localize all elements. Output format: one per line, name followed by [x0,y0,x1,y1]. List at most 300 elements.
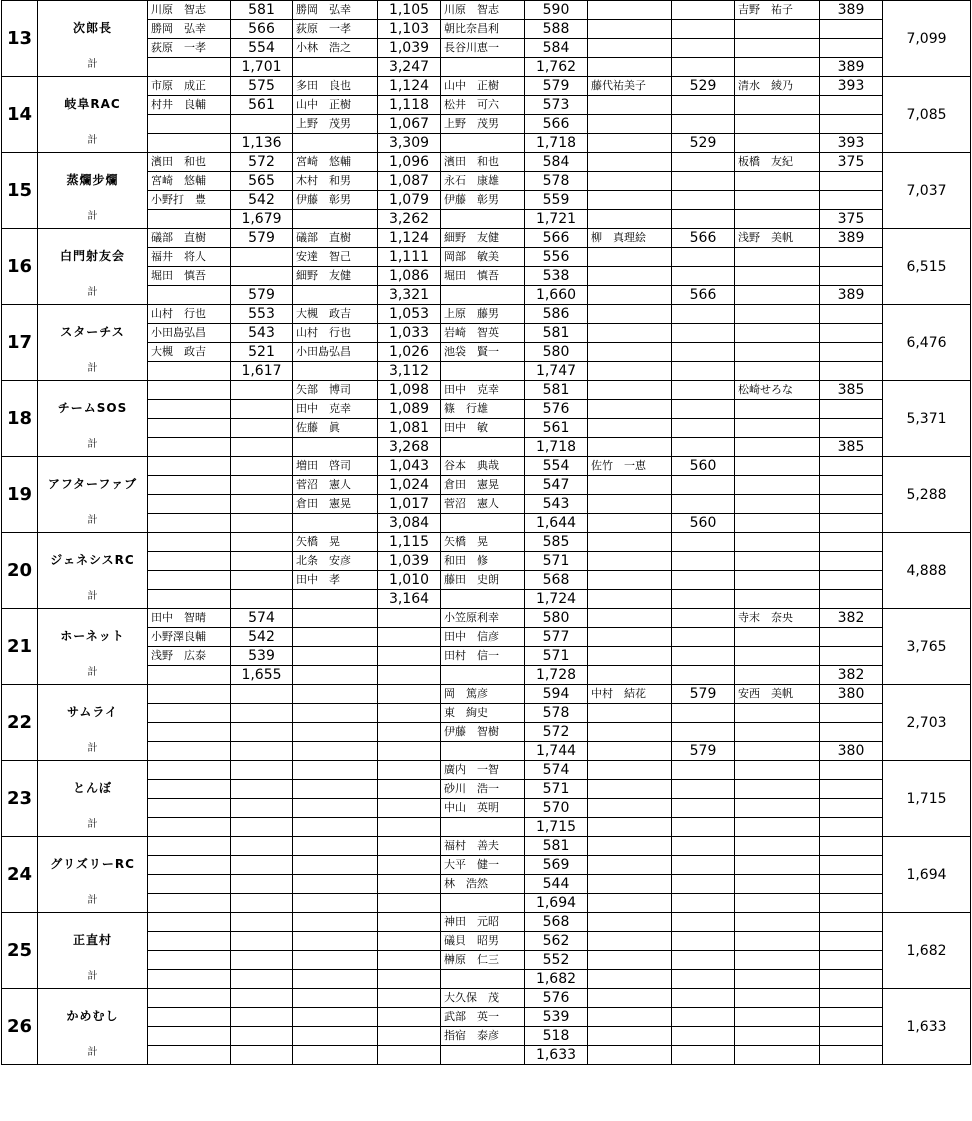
score: 566 [525,229,588,248]
team-total: 1,682 [883,913,971,989]
team-total: 7,099 [883,1,971,77]
team-rank: 15 [2,153,38,229]
archer-name: 藤田 史朗 [441,571,525,590]
subtotal-label: 計 [87,287,98,298]
score [672,761,735,780]
score: 554 [525,457,588,476]
archer-name: 篠 行雄 [441,400,525,419]
subtotal-score [672,1046,735,1065]
subtotal-score: 1,682 [525,970,588,989]
archer-name [735,343,820,362]
archer-name [588,419,672,438]
subtotal-score: 1,655 [231,666,293,685]
archer-name [148,1046,231,1065]
score [378,723,441,742]
archer-name [588,647,672,666]
score [231,248,293,267]
archer-name: 佐藤 眞 [293,419,378,438]
score [231,495,293,514]
score [378,875,441,894]
score: 1,118 [378,96,441,115]
archer-name [293,210,378,229]
archer-name: 濱田 和也 [148,153,231,172]
team-member-row [2,837,971,856]
team-member-row [2,913,971,932]
subtotal-score: 3,309 [378,134,441,153]
team-name: 正直村 [72,933,112,947]
archer-name [588,856,672,875]
archer-name [148,210,231,229]
score [378,628,441,647]
score [231,552,293,571]
archer-name [588,476,672,495]
archer-name [293,913,378,932]
score [820,571,883,590]
team-member-row [2,761,971,780]
score [231,1027,293,1046]
score: 544 [525,875,588,894]
archer-name [588,514,672,533]
archer-name [735,419,820,438]
archer-name [148,894,231,913]
archer-name: 小笠原利幸 [441,609,525,628]
archer-name: 大槻 政吉 [293,305,378,324]
archer-name [148,742,231,761]
archer-name: 小田島弘昌 [148,324,231,343]
archer-name [293,932,378,951]
archer-name [735,875,820,894]
score [378,799,441,818]
score [820,324,883,343]
archer-name [148,723,231,742]
archer-name [735,723,820,742]
archer-name [735,552,820,571]
archer-name [735,20,820,39]
archer-name [588,191,672,210]
subtotal-label: 計 [87,591,98,602]
archer-name [735,1046,820,1065]
score: 375 [820,153,883,172]
archer-name [148,590,231,609]
team-cell [38,989,148,1065]
score: 1,067 [378,115,441,134]
archer-name [588,210,672,229]
score: 1,089 [378,400,441,419]
archer-name [735,894,820,913]
team-total: 5,371 [883,381,971,457]
team-name: グリズリーRC [50,857,135,871]
archer-name [588,666,672,685]
subtotal-score [820,362,883,381]
archer-name [588,1,672,20]
subtotal-label: 計 [87,895,98,906]
subtotal-score: 566 [672,286,735,305]
archer-name: 柳 真理絵 [588,229,672,248]
team-total: 7,085 [883,77,971,153]
score [820,495,883,514]
score: 543 [525,495,588,514]
team-name: 岐阜RAC [64,97,121,111]
subtotal-label: 計 [87,59,98,70]
score [231,457,293,476]
archer-name [735,495,820,514]
archer-name [735,856,820,875]
score [672,96,735,115]
score [672,799,735,818]
archer-name: 大久保 茂 [441,989,525,1008]
score: 562 [525,932,588,951]
archer-name: 倉田 憲晃 [441,476,525,495]
score [231,856,293,875]
subtotal-label: 計 [87,135,98,146]
score [820,951,883,970]
subtotal-score: 3,112 [378,362,441,381]
score: 574 [231,609,293,628]
score [672,39,735,58]
archer-name [293,742,378,761]
subtotal-score: 389 [820,58,883,77]
score [378,780,441,799]
archer-name: 寺末 奈央 [735,609,820,628]
team-total: 4,888 [883,533,971,609]
archer-name [588,96,672,115]
archer-name [148,134,231,153]
archer-name: 伊藤 彰男 [441,191,525,210]
archer-name: 村井 良輔 [148,96,231,115]
subtotal-score: 3,247 [378,58,441,77]
subtotal-score: 579 [231,286,293,305]
team-total: 3,765 [883,609,971,685]
archer-name [293,590,378,609]
archer-name [735,989,820,1008]
score: 1,115 [378,533,441,552]
subtotal-score: 393 [820,134,883,153]
team-cell [38,305,148,381]
score [672,1027,735,1046]
score: 566 [672,229,735,248]
score: 1,098 [378,381,441,400]
archer-name [148,514,231,533]
score: 588 [525,20,588,39]
archer-name: 山中 正樹 [293,96,378,115]
subtotal-label: 計 [87,515,98,526]
archer-name [735,324,820,343]
score [672,647,735,666]
subtotal-score [231,590,293,609]
score [820,191,883,210]
archer-name [148,1027,231,1046]
archer-name [293,134,378,153]
score: 581 [525,381,588,400]
archer-name [588,39,672,58]
subtotal-score [378,970,441,989]
archer-name [735,305,820,324]
score [672,913,735,932]
archer-name [441,742,525,761]
archer-name [293,856,378,875]
archer-name [588,742,672,761]
archer-name: 上野 茂男 [293,115,378,134]
score [672,780,735,799]
score: 581 [525,837,588,856]
archer-name: 岩崎 智英 [441,324,525,343]
archer-name [148,970,231,989]
team-total: 6,515 [883,229,971,305]
team-cell [38,837,148,913]
subtotal-score [672,970,735,989]
subtotal-score: 1,694 [525,894,588,913]
archer-name: 山村 行也 [293,324,378,343]
team-total: 7,037 [883,153,971,229]
score: 529 [672,77,735,96]
archer-name [588,609,672,628]
team-cell [38,381,148,457]
score: 554 [231,39,293,58]
archer-name [148,951,231,970]
archer-name [588,343,672,362]
subtotal-score: 1,644 [525,514,588,533]
score: 581 [525,324,588,343]
archer-name [148,913,231,932]
score: 566 [231,20,293,39]
archer-name [148,286,231,305]
score: 575 [231,77,293,96]
archer-name [441,514,525,533]
archer-name: 田中 克幸 [441,381,525,400]
archer-name [148,704,231,723]
score [820,1027,883,1046]
subtotal-score [231,514,293,533]
subtotal-score: 1,721 [525,210,588,229]
score [672,571,735,590]
team-name: サムライ [66,705,119,719]
archer-name [588,153,672,172]
subtotal-score [378,666,441,685]
score [672,153,735,172]
archer-name: 伊藤 彰男 [293,191,378,210]
subtotal-label: 計 [87,667,98,678]
score [378,951,441,970]
subtotal-score: 579 [672,742,735,761]
archer-name: 矢橋 晃 [441,533,525,552]
score [231,381,293,400]
team-cell [38,685,148,761]
score: 1,079 [378,191,441,210]
score [672,324,735,343]
score [231,761,293,780]
archer-name: 池袋 賢一 [441,343,525,362]
archer-name [735,799,820,818]
archer-name: 松崎せろな [735,381,820,400]
subtotal-score: 3,268 [378,438,441,457]
archer-name [588,837,672,856]
score [231,913,293,932]
archer-name [293,1008,378,1027]
archer-name [735,286,820,305]
score: 559 [525,191,588,210]
subtotal-score [378,894,441,913]
team-cell [38,77,148,153]
archer-name: 宮崎 悠輔 [293,153,378,172]
archer-name [148,533,231,552]
archer-name: 板橋 友紀 [735,153,820,172]
archer-name [148,818,231,837]
archer-name: 小野打 豊 [148,191,231,210]
subtotal-score: 1,747 [525,362,588,381]
archer-name [293,514,378,533]
score [231,571,293,590]
subtotal-score [231,818,293,837]
archer-name: 林 浩然 [441,875,525,894]
archer-name [293,628,378,647]
subtotal-score [231,970,293,989]
subtotal-label: 計 [87,1047,98,1058]
archer-name [148,476,231,495]
team-rank: 26 [2,989,38,1065]
subtotal-score: 1,660 [525,286,588,305]
archer-name: 大槻 政吉 [148,343,231,362]
team-cell [38,761,148,837]
archer-name [293,818,378,837]
team-name: アフターファブ [47,477,138,491]
score: 543 [231,324,293,343]
archer-name [441,438,525,457]
subtotal-score: 1,762 [525,58,588,77]
score [378,856,441,875]
score: 538 [525,267,588,286]
team-name: ホーネット [60,629,125,643]
archer-name [735,172,820,191]
score: 518 [525,1027,588,1046]
archer-name [588,723,672,742]
score [672,248,735,267]
archer-name [588,913,672,932]
archer-name: 中山 英明 [441,799,525,818]
score: 1,086 [378,267,441,286]
archer-name: 浅野 広泰 [148,647,231,666]
archer-name [735,1008,820,1027]
team-rank: 20 [2,533,38,609]
subtotal-score: 3,262 [378,210,441,229]
score [378,932,441,951]
archer-name [588,248,672,267]
archer-name [735,362,820,381]
archer-name [441,58,525,77]
archer-name [148,989,231,1008]
team-member-row [2,989,971,1008]
subtotal-label: 計 [87,971,98,982]
score [820,647,883,666]
team-member-row [2,1,971,20]
score [672,989,735,1008]
score: 560 [672,457,735,476]
archer-name [588,20,672,39]
score: 580 [525,609,588,628]
team-member-row [2,533,971,552]
team-member-row [2,229,971,248]
archer-name [441,818,525,837]
archer-name [588,875,672,894]
team-name: かめむし [66,1009,119,1023]
subtotal-score [378,1046,441,1065]
archer-name [588,286,672,305]
score [231,267,293,286]
score: 1,105 [378,1,441,20]
score: 579 [231,229,293,248]
score [820,305,883,324]
subtotal-label: 計 [87,819,98,830]
subtotal-score: 1,724 [525,590,588,609]
archer-name [735,267,820,286]
score [820,780,883,799]
subtotal-label: 計 [87,439,98,450]
score [672,932,735,951]
archer-name [148,115,231,134]
score: 580 [525,343,588,362]
subtotal-score [820,1046,883,1065]
archer-name [588,590,672,609]
archer-name: 大平 健一 [441,856,525,875]
archer-name: 荻原 一孝 [293,20,378,39]
score: 1,039 [378,552,441,571]
team-rank: 17 [2,305,38,381]
archer-name: 宮崎 悠輔 [148,172,231,191]
score [820,875,883,894]
archer-name [293,780,378,799]
score: 573 [525,96,588,115]
archer-name: 堀田 慎吾 [441,267,525,286]
subtotal-score: 1,718 [525,134,588,153]
archer-name: 田中 克幸 [293,400,378,419]
score: 571 [525,552,588,571]
score: 568 [525,913,588,932]
archer-name [148,856,231,875]
score: 380 [820,685,883,704]
archer-name: 礒貝 昭男 [441,932,525,951]
team-rank: 23 [2,761,38,837]
score [820,913,883,932]
archer-name [588,894,672,913]
archer-name [588,552,672,571]
archer-name [293,875,378,894]
score [672,305,735,324]
team-total: 1,694 [883,837,971,913]
archer-name [148,685,231,704]
score [231,1008,293,1027]
archer-name [441,970,525,989]
archer-name: 藤代祐美子 [588,77,672,96]
subtotal-score: 3,084 [378,514,441,533]
archer-name [735,438,820,457]
score: 1,124 [378,229,441,248]
archer-name [293,799,378,818]
archer-name [735,1027,820,1046]
archer-name [148,381,231,400]
archer-name: 小野澤良輔 [148,628,231,647]
archer-name [588,1027,672,1046]
score: 569 [525,856,588,875]
archer-name: 浅野 美帆 [735,229,820,248]
score: 556 [525,248,588,267]
archer-name [293,723,378,742]
archer-name [293,704,378,723]
subtotal-score [672,58,735,77]
archer-name [293,837,378,856]
score [820,932,883,951]
archer-name [441,210,525,229]
score [672,837,735,856]
archer-name [735,742,820,761]
